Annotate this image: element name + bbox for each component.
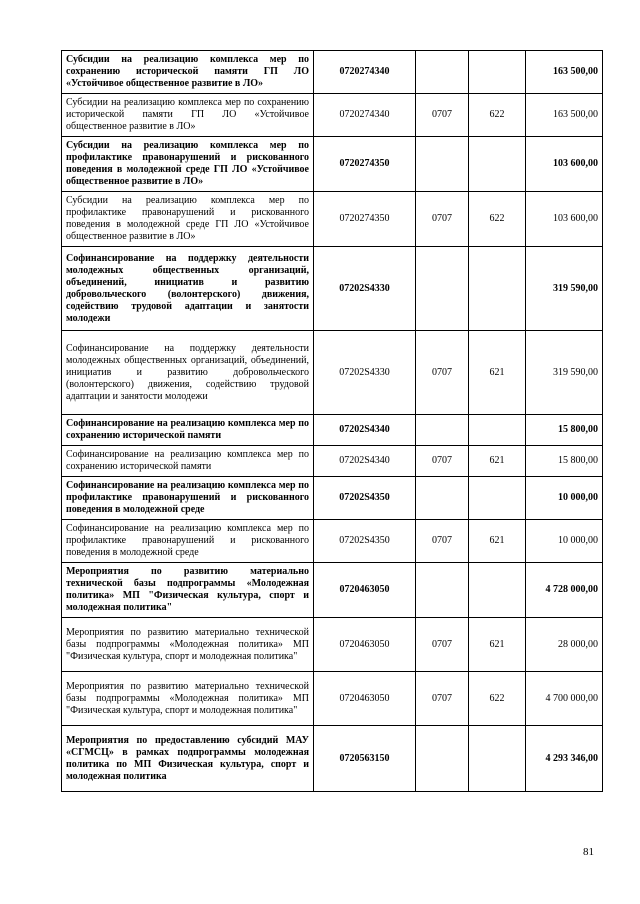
row-type-cell: 621 xyxy=(469,618,526,672)
row-code-cell: 07202S4330 xyxy=(314,331,416,415)
row-name-cell: Мероприятия по развитию материально технической базы подпрограммы «Молодежная политика» МП "Физическая культура, спорт и молодежная политика" xyxy=(62,563,314,618)
row-name-cell: Мероприятия по предоставлению субсидий МАУ «СГМСЦ» в рамках подпрограммы молодежная политика по МП Физическая культура, спорт и молодежная политика xyxy=(62,726,314,792)
row-type-cell: 621 xyxy=(469,331,526,415)
row-name-cell: Софинансирование на поддержку деятельности молодежных общественных организаций, объединений, инициатив и развитию добровольческого (волонтерского) движения, содействию трудовой адаптации и занятости молодежи xyxy=(62,331,314,415)
budget-table-body xyxy=(62,51,603,792)
table-row xyxy=(62,331,603,415)
row-code-cell: 0720274350 xyxy=(314,192,416,247)
table-row xyxy=(62,477,603,520)
row-sum-cell: 15 800,00 xyxy=(526,446,603,477)
table-row xyxy=(62,726,603,792)
row-type-cell xyxy=(469,51,526,94)
row-sum-cell: 103 600,00 xyxy=(526,192,603,247)
row-type-cell: 622 xyxy=(469,192,526,247)
budget-table xyxy=(61,50,603,792)
row-type-cell: 621 xyxy=(469,446,526,477)
row-name-cell: Софинансирование на реализацию комплекса мер по профилактике правонарушений и рискованного поведения в молодежной среде xyxy=(62,477,314,520)
page-number: 81 xyxy=(583,846,594,858)
row-sum-cell: 163 500,00 xyxy=(526,94,603,137)
row-code-cell: 0720463050 xyxy=(314,563,416,618)
row-name-cell: Субсидии на реализацию комплекса мер по профилактике правонарушений и рискованного поведения в молодежной среде ГП ЛО «Устойчивое общественное развитие в ЛО» xyxy=(62,137,314,192)
row-type-cell xyxy=(469,726,526,792)
row-code-cell: 07202S4340 xyxy=(314,446,416,477)
row-type-cell xyxy=(469,247,526,331)
row-section-cell: 0707 xyxy=(416,331,469,415)
row-type-cell: 621 xyxy=(469,520,526,563)
row-section-cell: 0707 xyxy=(416,672,469,726)
row-name-cell: Софинансирование на реализацию комплекса мер по сохранению исторической памяти xyxy=(62,446,314,477)
row-code-cell: 0720463050 xyxy=(314,672,416,726)
row-type-cell xyxy=(469,415,526,446)
row-sum-cell: 319 590,00 xyxy=(526,331,603,415)
row-type-cell xyxy=(469,137,526,192)
row-code-cell: 0720274340 xyxy=(314,94,416,137)
row-type-cell: 622 xyxy=(469,672,526,726)
row-sum-cell: 4 293 346,00 xyxy=(526,726,603,792)
row-name-cell: Софинансирование на реализацию комплекса мер по сохранению исторической памяти xyxy=(62,415,314,446)
row-code-cell: 0720274350 xyxy=(314,137,416,192)
table-row xyxy=(62,192,603,247)
row-section-cell xyxy=(416,137,469,192)
row-name-cell: Субсидии на реализацию комплекса мер по профилактике правонарушений и рискованного поведения в молодежной среде ГП ЛО «Устойчивое общественное развитие в ЛО» xyxy=(62,192,314,247)
row-sum-cell: 10 000,00 xyxy=(526,477,603,520)
table-row xyxy=(62,137,603,192)
row-code-cell: 0720463050 xyxy=(314,618,416,672)
row-type-cell xyxy=(469,477,526,520)
table-row xyxy=(62,247,603,331)
row-section-cell: 0707 xyxy=(416,618,469,672)
row-code-cell: 07202S4350 xyxy=(314,520,416,563)
row-sum-cell: 28 000,00 xyxy=(526,618,603,672)
row-section-cell xyxy=(416,726,469,792)
row-sum-cell: 103 600,00 xyxy=(526,137,603,192)
row-section-cell xyxy=(416,415,469,446)
row-section-cell xyxy=(416,477,469,520)
row-section-cell: 0707 xyxy=(416,446,469,477)
row-sum-cell: 319 590,00 xyxy=(526,247,603,331)
row-section-cell: 0707 xyxy=(416,94,469,137)
row-sum-cell: 4 728 000,00 xyxy=(526,563,603,618)
row-code-cell: 0720274340 xyxy=(314,51,416,94)
table-row xyxy=(62,618,603,672)
row-code-cell: 07202S4350 xyxy=(314,477,416,520)
row-section-cell xyxy=(416,51,469,94)
table-row xyxy=(62,51,603,94)
row-sum-cell: 4 700 000,00 xyxy=(526,672,603,726)
row-name-cell: Софинансирование на поддержку деятельности молодежных общественных организаций, объединений, инициатив и развитию добровольческого (волонтерского) движения, содействию трудовой адаптации и занятости молодежи xyxy=(62,247,314,331)
row-name-cell: Субсидии на реализацию комплекса мер по сохранению исторической памяти ГП ЛО «Устойчивое общественное развитие в ЛО» xyxy=(62,51,314,94)
row-sum-cell: 163 500,00 xyxy=(526,51,603,94)
row-name-cell: Мероприятия по развитию материально технической базы подпрограммы «Молодежная политика» МП "Физическая культура, спорт и молодежная политика" xyxy=(62,618,314,672)
row-sum-cell: 10 000,00 xyxy=(526,520,603,563)
row-section-cell xyxy=(416,247,469,331)
row-section-cell xyxy=(416,563,469,618)
row-type-cell: 622 xyxy=(469,94,526,137)
row-code-cell: 07202S4340 xyxy=(314,415,416,446)
row-name-cell: Мероприятия по развитию материально технической базы подпрограммы «Молодежная политика» МП "Физическая культура, спорт и молодежная политика" xyxy=(62,672,314,726)
row-code-cell: 0720563150 xyxy=(314,726,416,792)
row-name-cell: Субсидии на реализацию комплекса мер по сохранению исторической памяти ГП ЛО «Устойчивое общественное развитие в ЛО» xyxy=(62,94,314,137)
row-code-cell: 07202S4330 xyxy=(314,247,416,331)
table-row xyxy=(62,563,603,618)
row-sum-cell: 15 800,00 xyxy=(526,415,603,446)
table-row xyxy=(62,672,603,726)
table-row xyxy=(62,520,603,563)
row-section-cell: 0707 xyxy=(416,192,469,247)
row-name-cell: Софинансирование на реализацию комплекса мер по профилактике правонарушений и рискованного поведения в молодежной среде xyxy=(62,520,314,563)
row-type-cell xyxy=(469,563,526,618)
table-row xyxy=(62,94,603,137)
table-row xyxy=(62,415,603,446)
table-row xyxy=(62,446,603,477)
row-section-cell: 0707 xyxy=(416,520,469,563)
